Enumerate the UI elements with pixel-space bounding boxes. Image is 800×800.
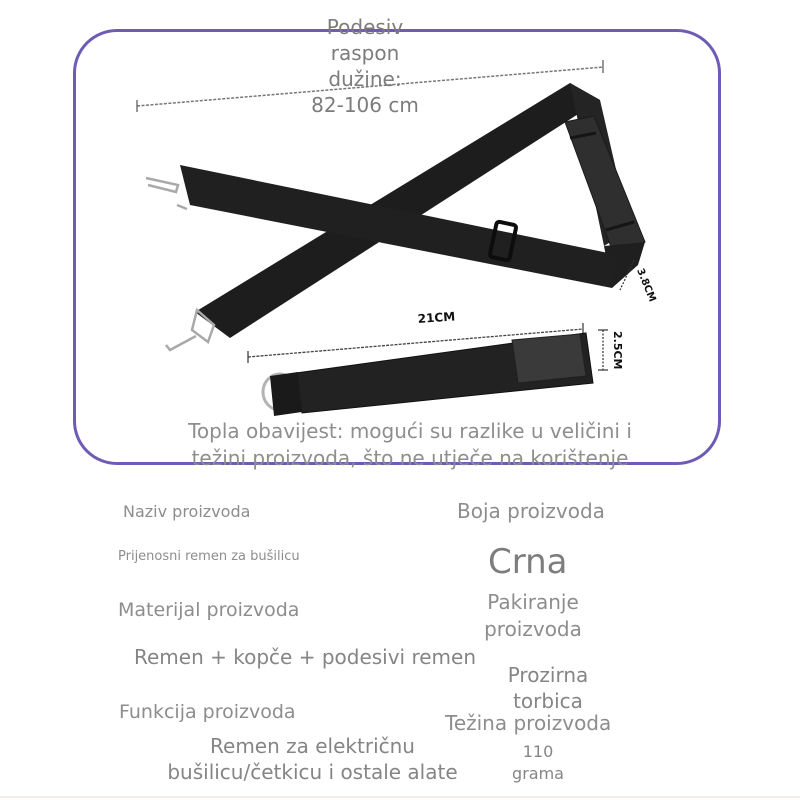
length-range-line: raspon [330,41,400,65]
loop-length-label: 21CM [417,309,456,326]
strap-segment-b [180,165,618,288]
length-range-line: dužine: [328,67,402,91]
spec-name-value: Prijenosni remen za bušilicu [118,549,300,564]
spec-color-label: Boja proizvoda [457,499,605,523]
packaging-value-line: Prozirna [507,663,589,687]
length-range-label [280,14,450,118]
spec-weight-value [500,741,576,785]
spec-function-label: Funkcija proizvoda [119,701,296,723]
weight-line: grama [512,764,564,783]
length-range-line: 82-106 cm [311,93,419,117]
spec-function-value [150,733,475,785]
notice-line: težini proizvoda, što ne utječe na korištenje [191,446,629,470]
spec-packaging-label [470,589,596,643]
spec-weight-label: Težina proizvoda [445,711,612,735]
size-notice [150,418,670,472]
spec-material-label: Materijal proizvoda [118,599,300,621]
spec-packaging-value [493,662,603,714]
strap-width-label: 3.8CM [634,267,658,304]
function-line: Remen za električnu [210,734,415,758]
spec-material-value: Remen + kopče + podesivi remen [134,645,477,669]
spec-color-value: Crna [488,542,568,582]
packaging-label-line: proizvoda [484,617,582,641]
weight-line: 110 [522,742,554,761]
packaging-label-line: Pakiranje [487,590,579,614]
function-line: bušilicu/četkicu i ostale alate [167,760,458,784]
packaging-value-line: torbica [513,689,583,713]
spec-name-label: Naziv proizvoda [123,502,251,521]
bottom-divider [0,796,800,798]
notice-line: Topla obavijest: mogući su razlike u veličini i [188,419,632,443]
length-range-line: Podesiv [326,15,404,39]
loop-width-label: 2.5CM [611,331,624,370]
snap-hook-top [146,178,187,209]
